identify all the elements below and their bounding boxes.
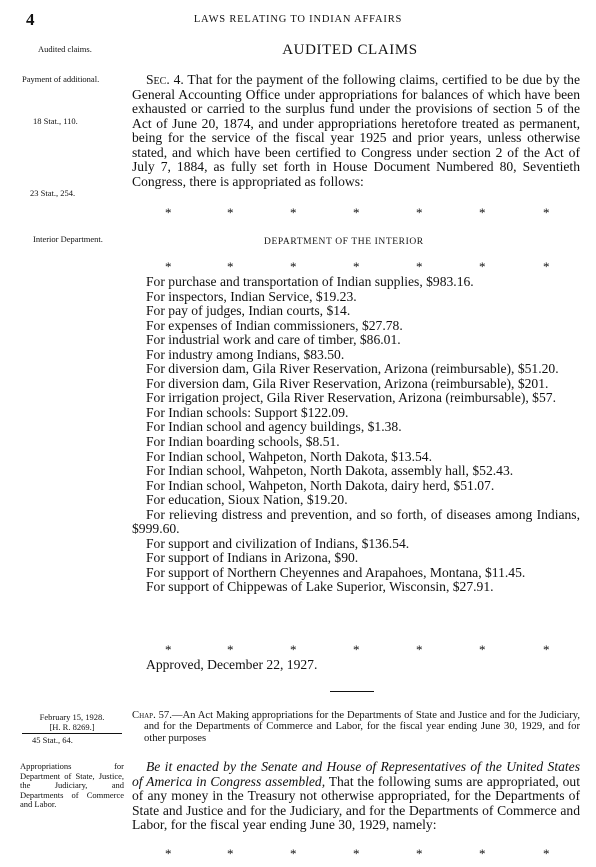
list-item: For industry among Indians, $83.50. — [146, 346, 345, 362]
star: * — [479, 259, 486, 274]
margin-note-hr: [H. R. 8269.] — [49, 722, 95, 732]
star: * — [227, 642, 234, 657]
list-item: For support of Indians in Arizona, $90. — [146, 550, 359, 566]
star: * — [353, 846, 360, 861]
star: * — [543, 205, 550, 220]
star: * — [416, 205, 423, 220]
list-item: For Indian schools: Support $122.09. — [146, 404, 349, 420]
list-item: For Indian school, Wahpeton, North Dakota, $13.54. — [146, 448, 432, 464]
star: * — [165, 642, 172, 657]
list-item: For Indian school, Wahpeton, North Dakota, dairy herd, $51.07. — [146, 477, 495, 493]
star: * — [227, 205, 234, 220]
list-item: For Indian boarding schools, $8.51. — [146, 434, 340, 450]
star: * — [165, 846, 172, 861]
list-item: For expenses of Indian commissioners, $27.78. — [146, 317, 403, 333]
section-4-paragraph — [132, 73, 580, 189]
star: * — [416, 642, 423, 657]
chapter-label: Chap. 57. — [132, 710, 172, 721]
enacting-text: That the following sums are appropriated, out of any money in the Treasury not otherwise appropriated, for the Departments of State and Justice and for the Judiciary, and for the Departments of Commerce and Labor, for the fiscal year ending June 30, 1929, namely: — [132, 773, 580, 833]
list-item: For diversion dam, Gila River Reservation, Arizona (reimbursable), $201. — [146, 375, 549, 391]
star: * — [290, 259, 297, 274]
enacting-clause — [132, 760, 580, 833]
list-item: For relieving distress and prevention, and so forth, of diseases among Indians, $999.60. — [132, 506, 580, 537]
margin-note-date: February 15, 1928. — [39, 712, 105, 722]
star: * — [479, 205, 486, 220]
section-divider — [330, 691, 374, 692]
star: * — [227, 259, 234, 274]
running-head: LAWS RELATING TO INDIAN AFFAIRS — [193, 14, 403, 25]
star: * — [290, 642, 297, 657]
star: * — [290, 205, 297, 220]
department-heading: DEPARTMENT OF THE INTERIOR — [264, 237, 424, 247]
margin-note-18-stat: 18 Stat., 110. — [33, 116, 78, 126]
approved-date: Approved, December 22, 1927. — [146, 657, 318, 672]
list-item: For Indian school and agency buildings, $1.38. — [146, 419, 402, 435]
list-item: For industrial work and care of timber, $86.01. — [146, 332, 401, 348]
star: * — [353, 205, 360, 220]
star: * — [543, 846, 550, 861]
star: * — [165, 205, 172, 220]
margin-note-audited-claims: Audited claims. — [38, 44, 92, 54]
star: * — [543, 259, 550, 274]
star: * — [543, 642, 550, 657]
star: * — [416, 259, 423, 274]
margin-note-interior-department: Interior Department. — [33, 234, 103, 244]
star: * — [290, 846, 297, 861]
interior-items-list — [132, 275, 580, 595]
page-number: 4 — [26, 10, 35, 29]
list-item: For Indian school, Wahpeton, North Dakota, assembly hall, $52.43. — [146, 463, 514, 479]
list-item: For inspectors, Indian Service, $19.23. — [146, 288, 357, 304]
margin-note-23-stat: 23 Stat., 254. — [30, 188, 76, 198]
star: * — [416, 846, 423, 861]
chapter-heading — [132, 710, 580, 744]
star: * — [479, 846, 486, 861]
list-item: For support and civilization of Indians, $136.54. — [146, 535, 410, 551]
list-item: For support of Chippewas of Lake Superior, Wisconsin, $27.91. — [146, 579, 494, 595]
star: * — [227, 846, 234, 861]
chapter-text: —An Act Making appropriations for the Departments of State and Justice and for the Judiciary, and for the Departments of Commerce and Labor, for the fiscal year ending June 30, 1929, and for other purposes — [144, 710, 580, 744]
list-item: For support of Northern Cheyennes and Arapahoes, Montana, $11.45. — [146, 564, 526, 580]
section-4-text: 4. That for the payment of the following claims, certified to be due by the General Accounting Office under appropriations for balances of which have been exhausted or carried to the surplus fund under the provisions of section 5 of the Act of June 20, 1874, and under appropriations heretofore treated as permanent, being for the service of the fiscal year 1925 and prior years, unless otherwise stated, and which have been certified to Congress under section 2 of the Act of July 7, 1884, as fully set forth in House Document Numbered 80, Seventieth Congress, there is appropriated as follows: — [132, 72, 580, 189]
list-item: For pay of judges, Indian courts, $14. — [146, 303, 351, 319]
list-item: For purchase and transportation of Indian supplies, $983.16. — [146, 274, 474, 289]
star: * — [479, 642, 486, 657]
margin-note-rule — [22, 733, 122, 734]
star: * — [353, 642, 360, 657]
section-title: AUDITED CLAIMS — [282, 42, 418, 58]
list-item: For education, Sioux Nation, $19.20. — [146, 492, 348, 508]
margin-note-45-stat: 45 Stat., 64. — [32, 735, 73, 745]
star: * — [165, 259, 172, 274]
margin-note-appropriations: Appropriations for Department of State, Justice, the Judiciary, and Departments of Commerce and Labor. — [20, 761, 124, 810]
list-item: For diversion dam, Gila River Reservation, Arizona (reimbursable), $51.20. — [146, 361, 559, 377]
sec-label: Sec. — [146, 72, 170, 87]
margin-note-payment: Payment of additional. — [22, 74, 100, 84]
list-item: For irrigation project, Gila River Reservation, Arizona (reimbursable), $57. — [146, 390, 556, 406]
enacting-formula: Be it enacted by the Senate and House of Representatives of the United States of America in Congress assembled, — [132, 759, 580, 789]
star: * — [353, 259, 360, 274]
